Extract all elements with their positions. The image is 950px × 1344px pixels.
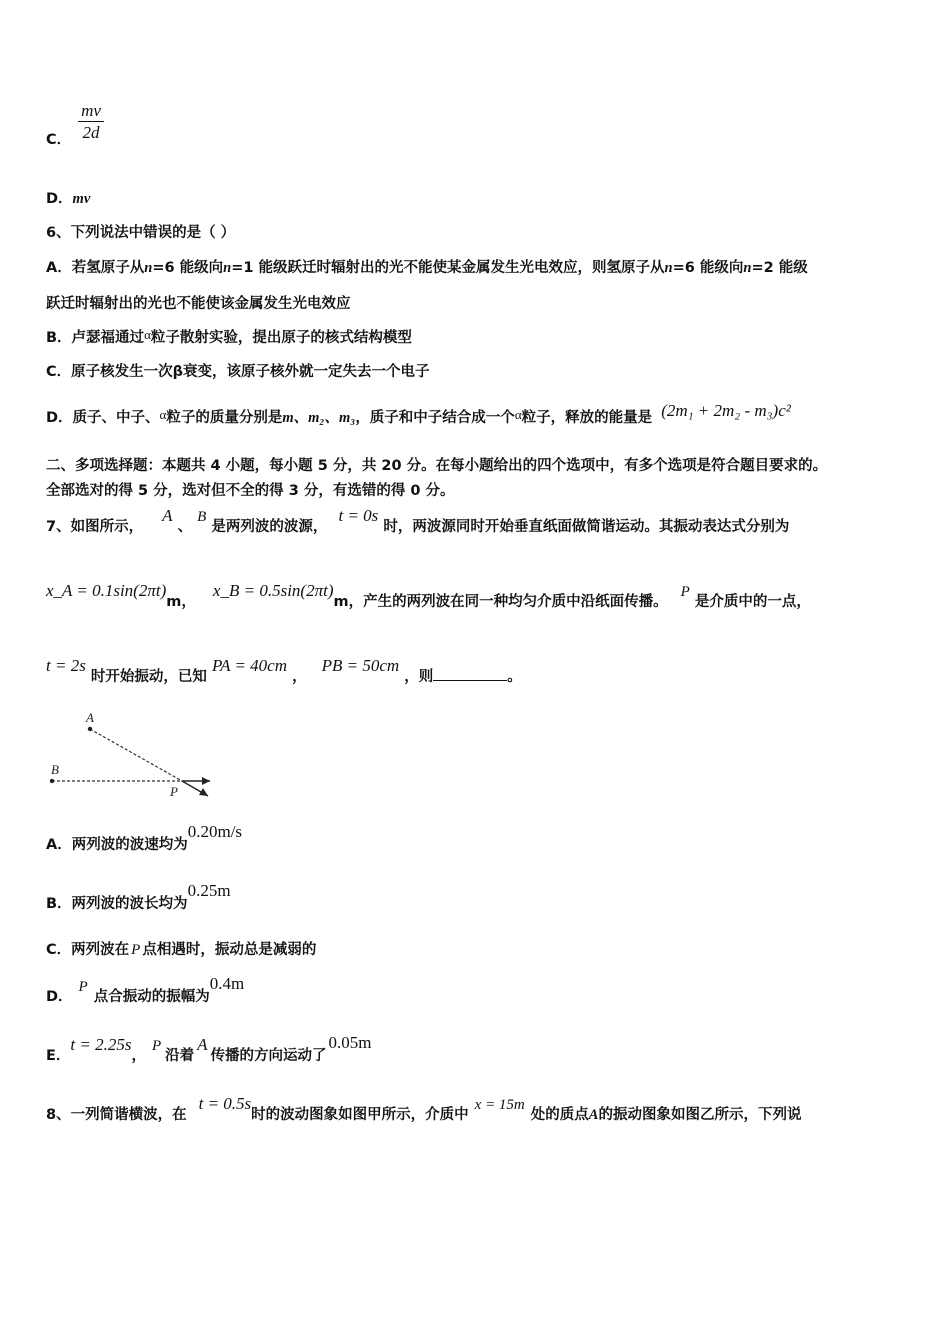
point-b (50, 779, 54, 783)
q5-option-c: C． (46, 132, 72, 148)
q6-option-d: D．质子、中子、α粒子的质量分别是m、m₂、m₃，质子和中子结合成一个α粒子，释放的能量是 (2m₁ + 2m₂ - m₃)c² (46, 401, 791, 426)
label-a: A (86, 710, 94, 725)
q7-stem-line3: t = 2s 时开始振动，已知 PA = 40cm ， PB = 50cm ，则 。 (46, 656, 522, 685)
q7-option-c: C．两列波在 P 点相遇时，振动总是减弱的 (46, 942, 317, 958)
q8-stem: 8、一列简谐横波，在t = 0.5s时的波动图象如图甲所示，介质中x = 15m处的质点A的振动图象如图乙所示，下列说 (46, 1094, 802, 1123)
label-b: B (51, 762, 59, 777)
point-a (88, 727, 92, 731)
label-p: P (170, 784, 178, 799)
q7-option-b: B．两列波的波长均为0.25m (46, 881, 231, 912)
q6-option-b: B．卢瑟福通过α粒子散射实验，提出原子的核式结构模型 (46, 327, 412, 346)
answer-blank[interactable] (433, 668, 507, 681)
line-a-to-p (90, 729, 182, 781)
q6-stem: 6、下列说法中错误的是（ ） (46, 225, 236, 241)
section2-line2: 全部选对的得 5 分，选对但不全的得 3 分，有选错的得 0 分。 (46, 483, 455, 499)
section2-line1: 二、多项选择题：本题共 4 小题，每小题 5 分，共 20 分。在每小题给出的四个选项中，有多个选项是符合题目要求的。 (46, 458, 828, 474)
q7-stem-line2: x_A = 0.1sin(2πt)m， x_B = 0.5sin(2πt)m，产生的两列波在同一种均匀介质中沿纸面传播。 P 是介质中的一点， (46, 581, 811, 610)
q6-option-c: C．原子核发生一次β衰变，该原子核外就一定失去一个电子 (46, 364, 430, 380)
q6-option-a-line2: 跃迁时辐射出的光也不能使该金属发生光电效应 (46, 296, 351, 312)
q6-option-a-line1: A．若氢原子从n=6 能级向n=1 能级跃迁时辐射出的光不能使某金属发生光电效应，则氢原子从n=6 能级向n=2 能级 (46, 260, 808, 276)
q5-option-d: D．mv (46, 191, 91, 207)
q7-option-d: D．P点合振动的振幅为0.4m (46, 974, 245, 1005)
q5-option-c-fraction (78, 101, 104, 144)
q7-option-e: E．t = 2.25s，P沿着A传播的方向运动了0.05m (46, 1033, 372, 1064)
q7-option-a: A．两列波的波速均为0.20m/s (46, 822, 243, 853)
fraction-denominator: 2d (82, 123, 100, 142)
arrow-head-b (202, 777, 210, 785)
q7-figure (46, 708, 226, 803)
q7-stem-line1: 7、如图所示， A 、 B 是两列波的波源， t = 0s 时，两波源同时开始垂直纸面做简谐运动。其振动表达式分别为 (46, 506, 790, 535)
fraction-numerator: mv (81, 101, 101, 120)
